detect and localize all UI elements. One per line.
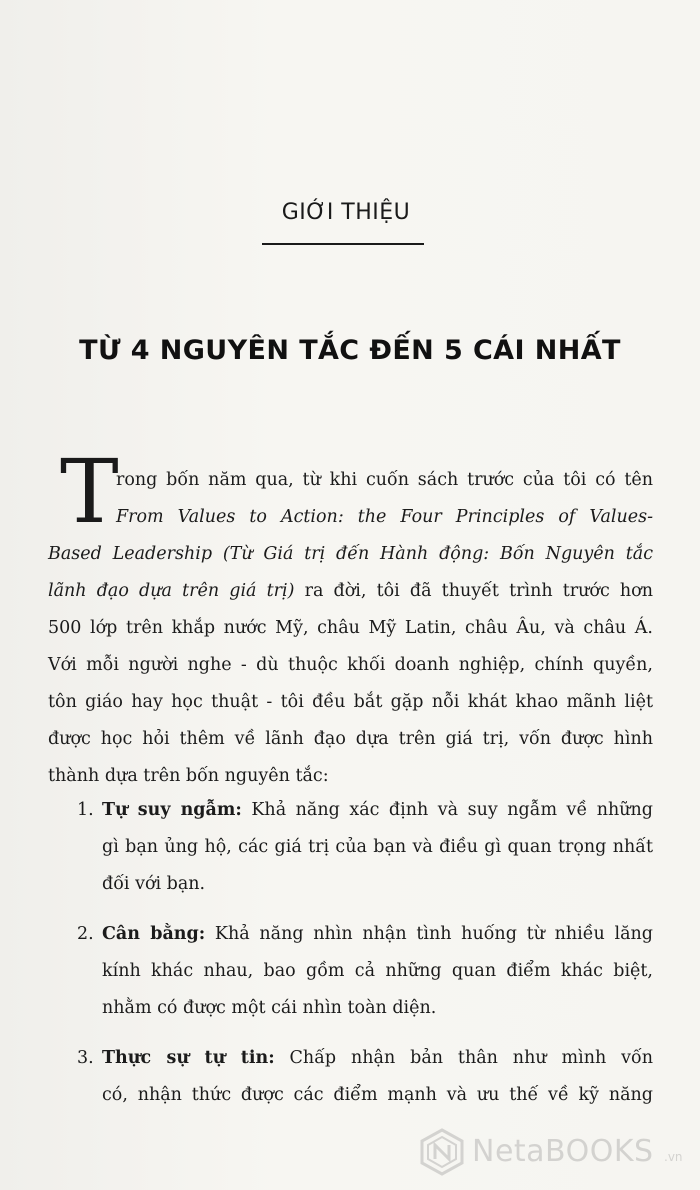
- watermark-suffix: .vn: [664, 1150, 683, 1164]
- paragraph-text: ra đời, tôi đã thuyết trình trước hơn: [294, 581, 653, 601]
- list-number: 3.: [77, 1048, 94, 1068]
- list-text: Khả năng xác định và suy ngẫm về những: [241, 800, 653, 820]
- principle-term: Cân bằng:: [102, 924, 206, 944]
- list-line: đối với bạn.: [102, 874, 206, 894]
- watermark-brand: NetaBOOKS: [472, 1134, 654, 1169]
- paragraph-line: Với mỗi người nghe - dù thuộc khối doanh nghiệp, chính quyền,: [48, 655, 653, 675]
- paragraph-line: tôn giáo hay học thuật - tôi đều bắt gặp nỗi khát khao mãnh liệt: [48, 692, 653, 712]
- book-title-vietnamese: lãnh đạo dựa trên giá trị): [48, 581, 295, 601]
- principle-term: Thực sự tự tin:: [102, 1048, 275, 1068]
- paragraph-line: thành dựa trên bốn nguyên tắc:: [48, 766, 329, 786]
- list-line: [102, 916, 653, 953]
- list-item: [77, 916, 653, 1027]
- drop-cap: T: [60, 440, 119, 543]
- section-underline: [262, 243, 424, 245]
- list-line: gì bạn ủng hộ, các giá trị của bạn và điều gì quan trọng nhất: [102, 837, 653, 857]
- paragraph-line: 500 lớp trên khắp nước Mỹ, châu Mỹ Latin, châu Âu, và châu Á.: [48, 618, 653, 638]
- book-title-english: From Values to Action: the Four Principles of Values-: [116, 507, 653, 527]
- list-line: nhằm có được một cái nhìn toàn diện.: [102, 998, 437, 1018]
- netabooks-logo-icon: [418, 1128, 466, 1176]
- section-label: GIỚI THIỆU: [281, 200, 411, 225]
- paragraph-line: [48, 573, 653, 610]
- list-text: Khả năng nhìn nhận tình huống từ nhiều lăng: [205, 924, 653, 944]
- list-line: [102, 1040, 653, 1077]
- paragraph-line: [48, 499, 653, 536]
- paragraph-line: [48, 536, 653, 573]
- list-number: 2.: [77, 924, 94, 944]
- list-line: có, nhận thức được các điểm mạnh và ưu thế về kỹ năng: [102, 1085, 653, 1105]
- intro-paragraph: [48, 462, 653, 795]
- paragraph-line: được học hỏi thêm về lãnh đạo dựa trên giá trị, vốn được hình: [48, 729, 653, 749]
- list-line: kính khác nhau, bao gồm cả những quan điểm khác biệt,: [102, 961, 653, 981]
- paragraph-line: rong bốn năm qua, từ khi cuốn sách trước của tôi có tên: [116, 470, 653, 490]
- watermark: [418, 1128, 688, 1178]
- chapter-title: TỪ 4 NGUYÊN TẮC ĐẾN 5 CÁI NHẤT: [79, 335, 621, 366]
- list-line: [102, 792, 653, 829]
- principle-term: Tự suy ngẫm:: [102, 800, 242, 820]
- principles-list: [77, 792, 653, 1127]
- book-title-mixed: Based Leadership (Từ Giá trị đến Hành động: Bốn Nguyên tắc: [48, 544, 653, 564]
- list-item: [77, 1040, 653, 1114]
- list-text: Chấp nhận bản thân như mình vốn: [274, 1048, 653, 1068]
- list-number: 1.: [77, 800, 94, 820]
- list-item: [77, 792, 653, 903]
